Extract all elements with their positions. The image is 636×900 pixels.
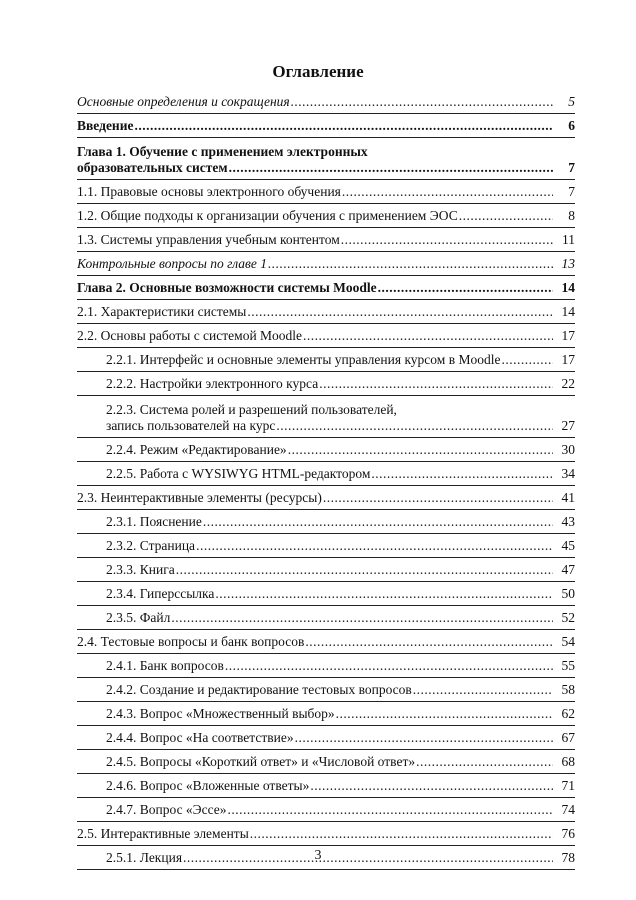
toc-entry-title: Контрольные вопросы по главе 1 — [77, 256, 267, 271]
toc-entry-title: 2.3.2. Страница — [106, 538, 196, 553]
toc-entry-title: 2.4.4. Вопрос «На соответствие» — [106, 730, 294, 745]
toc-entry-page: 55 — [561, 658, 575, 673]
toc-entry-title: 2.1. Характеристики системы — [77, 304, 247, 319]
toc-entry — [77, 228, 575, 252]
toc-entry-title: 2.3. Неинтерактивные элементы (ресурсы) — [77, 490, 322, 505]
toc-entry-title: 2.2.4. Режим «Редактирование» — [106, 442, 287, 457]
table-of-contents — [77, 90, 575, 870]
toc-entry-page: 6 — [568, 118, 575, 133]
toc-entry — [77, 300, 575, 324]
toc-entry — [77, 606, 575, 630]
toc-entry-page: 54 — [561, 634, 575, 649]
toc-entry — [77, 438, 575, 462]
toc-entry — [77, 774, 575, 798]
toc-entry-title: 2.3.3. Книга — [106, 562, 175, 577]
toc-entry-title-line1: Глава 1. Обучение с применением электронных — [77, 144, 368, 159]
toc-entry-title: 1.3. Системы управления учебным контентом — [77, 232, 340, 247]
toc-entry — [77, 726, 575, 750]
toc-entry-title-line2: запись пользователей на курс — [106, 418, 276, 433]
toc-entry-title: 2.3.1. Пояснение — [106, 514, 202, 529]
toc-entry-title: 2.4.7. Вопрос «Эссе» — [106, 802, 227, 817]
toc-entry — [77, 486, 575, 510]
toc-entry — [77, 510, 575, 534]
toc-entry-page: 41 — [561, 490, 575, 505]
toc-entry-title: 2.3.5. Файл — [106, 610, 171, 625]
toc-entry-title: 2.2.5. Работа с WYSIWYG HTML-редактором — [106, 466, 371, 481]
toc-entry-title-line2: образовательных систем — [77, 160, 228, 175]
toc-entry — [77, 798, 575, 822]
toc-entry-page: 67 — [561, 730, 575, 745]
toc-entry — [77, 396, 575, 438]
toc-entry-page: 43 — [561, 514, 575, 529]
toc-entry-page: 47 — [561, 562, 575, 577]
toc-entry-page: 7 — [568, 160, 575, 175]
toc-entry-page: 5 — [568, 94, 575, 109]
toc-entry — [77, 348, 575, 372]
toc-entry-title: 1.2. Общие подходы к организации обучения с применением ЭОС — [77, 208, 458, 223]
toc-entry-title: 2.4.3. Вопрос «Множественный выбор» — [106, 706, 335, 721]
toc-entry-title: 2.4.6. Вопрос «Вложенные ответы» — [106, 778, 310, 793]
toc-entry-page: 68 — [561, 754, 575, 769]
toc-entry-page: 22 — [561, 376, 575, 391]
toc-entry — [77, 702, 575, 726]
toc-entry — [77, 324, 575, 348]
toc-entry-page: 62 — [561, 706, 575, 721]
toc-entry — [77, 822, 575, 846]
toc-entry — [77, 582, 575, 606]
toc-title: Оглавление — [272, 62, 364, 81]
toc-entry — [77, 204, 575, 228]
toc-entry-page: 58 — [561, 682, 575, 697]
toc-entry — [77, 654, 575, 678]
toc-entry-title: 2.3.4. Гиперссылка — [106, 586, 215, 601]
toc-entry-title: 1.1. Правовые основы электронного обучения — [77, 184, 341, 199]
toc-entry-title: 2.2.2. Настройки электронного курса — [106, 376, 319, 391]
toc-entry — [77, 534, 575, 558]
toc-entry-page: 27 — [561, 418, 575, 433]
toc-entry — [77, 90, 575, 114]
toc-entry-title: 2.4.1. Банк вопросов — [106, 658, 224, 673]
toc-entry-title: 2.4. Тестовые вопросы и банк вопросов — [77, 634, 305, 649]
toc-entry-page: 8 — [568, 208, 575, 223]
toc-entry-title-line1: 2.2.3. Система ролей и разрешений пользователей, — [106, 402, 397, 417]
toc-entry — [77, 558, 575, 582]
toc-entry-page: 78 — [561, 850, 575, 865]
toc-entry-page: 14 — [561, 304, 575, 319]
toc-entry — [77, 462, 575, 486]
toc-entry-title: 2.2.1. Интерфейс и основные элементы управления курсом в Moodle — [106, 352, 501, 367]
toc-entry-title: Глава 2. Основные возможности системы Moodle — [77, 280, 377, 295]
toc-entry — [77, 180, 575, 204]
toc-entry — [77, 372, 575, 396]
toc-entry — [77, 252, 575, 276]
toc-entry-title: 2.5.1. Лекция — [106, 850, 183, 865]
toc-entry-title: Введение — [77, 118, 134, 133]
toc-entry-page: 13 — [561, 256, 575, 271]
toc-entry-page: 50 — [561, 586, 575, 601]
toc-entry-page: 34 — [561, 466, 575, 481]
toc-entry — [77, 750, 575, 774]
toc-entry-page: 17 — [561, 328, 575, 343]
toc-entry-page: 45 — [561, 538, 575, 553]
toc-entry — [77, 114, 575, 138]
toc-entry — [77, 138, 575, 180]
toc-entry-page: 17 — [561, 352, 575, 367]
toc-entry-title: Основные определения и сокращения — [77, 94, 290, 109]
toc-entry-page: 7 — [568, 184, 575, 199]
toc-entry-page: 52 — [561, 610, 575, 625]
page-number: 3 — [314, 848, 322, 863]
toc-entry-page: 71 — [561, 778, 575, 793]
toc-entry-title: 2.2. Основы работы с системой Moodle — [77, 328, 303, 343]
toc-entry-page: 14 — [561, 280, 575, 295]
toc-entry-title: 2.5. Интерактивные элементы — [77, 826, 249, 841]
toc-entry — [77, 630, 575, 654]
toc-entry-title: 2.4.5. Вопросы «Короткий ответ» и «Числовой ответ» — [106, 754, 416, 769]
toc-entry — [77, 276, 575, 300]
toc-entry-page: 74 — [561, 802, 575, 817]
toc-entry-title: 2.4.2. Создание и редактирование тестовых вопросов — [106, 682, 412, 697]
toc-entry-page: 30 — [561, 442, 575, 457]
toc-entry-page: 76 — [561, 826, 575, 841]
toc-entry — [77, 678, 575, 702]
toc-entry-page: 11 — [562, 232, 575, 247]
